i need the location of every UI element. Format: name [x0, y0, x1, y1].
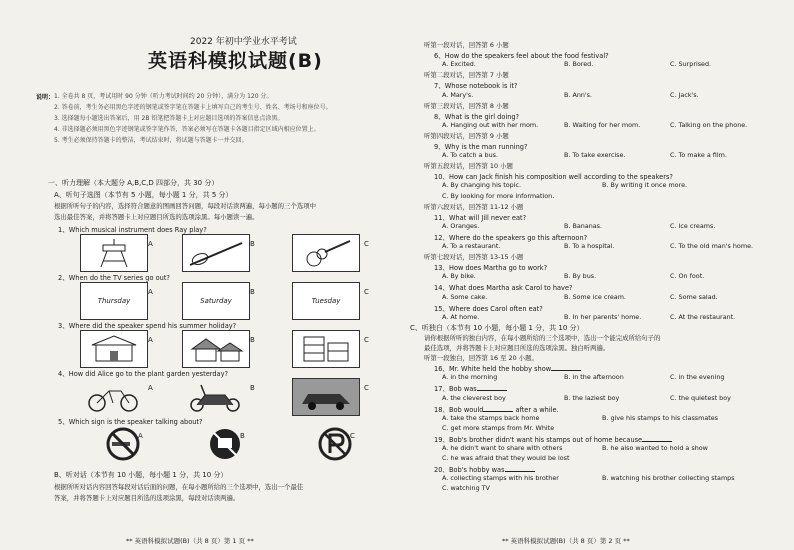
- picture-options-4: [80, 378, 392, 416]
- listening-instruction: 听第五段对话，回答第 10 小题: [424, 162, 513, 171]
- part-b-heading: B、听对话（本节有 10 小题，每小题 1 分，共 10 分）: [54, 471, 228, 479]
- answer-option: C. Talking on the phone.: [670, 120, 748, 129]
- listening-instruction: 听第一段对话，回答第 6 小题: [424, 41, 509, 49]
- option-a-image[interactable]: [80, 330, 148, 368]
- answer-option: B. watching his brother collecting stamps: [602, 474, 735, 483]
- fill-blank-question: [434, 464, 535, 474]
- option-label: A: [148, 384, 153, 392]
- option-label: B: [250, 384, 255, 392]
- option-label: A: [148, 288, 153, 296]
- option-label: B: [240, 432, 245, 440]
- answer-option: C. the quietest boy: [670, 393, 731, 402]
- violin-icon: [186, 237, 246, 269]
- question-2: 2、When do the TV series go out?: [58, 274, 170, 282]
- day-label: Tuesday: [311, 297, 341, 305]
- listening-instruction: 听第四段对话，回答第 9 小题: [424, 131, 509, 140]
- answer-option: C. watching TV: [442, 484, 490, 493]
- question: 12、Where do the speakers go this afternoon?: [434, 233, 588, 242]
- village-icon: [188, 333, 244, 365]
- part-a-heading: A、听句子选图（本节有 5 小题，每小题 1 分，共 5 分）: [54, 191, 233, 199]
- bicycle-icon: [83, 379, 143, 413]
- answer-option: A. At home.: [442, 312, 480, 321]
- option-label: C: [350, 432, 355, 440]
- option-label: C: [364, 288, 369, 296]
- answer-blank: [483, 405, 513, 412]
- question-text: 16、Mr. White held the hobby show: [434, 365, 552, 374]
- note-line: 4. 非选择题必须用黑色字迹钢笔或签字笔作答，答案必须写在答题卡各题目指定区域内相应位置上。: [54, 126, 320, 133]
- question: 6、How do the speakers feel about the food festival?: [434, 52, 609, 61]
- option-b-image[interactable]: [182, 378, 248, 414]
- question: 15、Where does Carol often eat?: [434, 304, 543, 313]
- notes-label: 说明：: [36, 94, 55, 101]
- answer-option: B. To a hospital.: [564, 242, 615, 250]
- option-a-image[interactable]: [90, 426, 156, 462]
- answer-blank: [551, 364, 581, 371]
- question-text: 20、Bob's hobby was: [434, 466, 505, 475]
- answer-option: B. Some ice cream.: [564, 292, 626, 301]
- answer-option: C. To make a film.: [670, 151, 727, 160]
- section-heading: 一、听力理解（本大题分 A,B,C,D 四部分，共 30 分）: [48, 179, 219, 187]
- answer-option: A. By bike.: [442, 272, 476, 281]
- part-a-instruction: 根据所听句子的内容，选择符合题意的图画回答问题，每段对话读两遍，每小题的三个选项中: [54, 202, 317, 210]
- question-text: 17、Bob was: [434, 385, 477, 394]
- answer-option: B. Ann's.: [564, 90, 593, 99]
- answer-option: B. Bananas.: [564, 221, 603, 230]
- question-text: after a while.: [515, 405, 559, 414]
- fill-blank-question: [434, 383, 507, 393]
- option-label: B: [250, 288, 255, 296]
- fill-blank-question: [434, 404, 559, 414]
- answer-option: A. Mary's.: [442, 90, 474, 99]
- answer-option: A. To catch a bus.: [442, 151, 499, 160]
- question-text: 18、Bob would: [434, 405, 484, 414]
- no-parking-sign-icon: [315, 426, 355, 462]
- answer-option: B. To take exercise.: [564, 151, 626, 160]
- answer-option: A. collecting stamps with his brother: [442, 474, 559, 483]
- answer-option: A. Excited.: [442, 60, 476, 69]
- listening-instruction: 听第六段对话，回答第 11-12 小题: [424, 202, 524, 211]
- temple-icon: [86, 333, 142, 365]
- question: 13、How does Martha go to work?: [434, 264, 548, 273]
- answer-option: C. By looking for more information.: [442, 191, 555, 200]
- question: 8、What is the girl doing?: [434, 112, 520, 121]
- answer-option: B. By bus.: [564, 272, 597, 281]
- option-label: A: [148, 336, 153, 344]
- question-text: 19、Bob's brother didn't want his stamps out of home because: [434, 435, 643, 444]
- option-label: C: [364, 384, 369, 392]
- part-b-instruction: 根据所听对话内容回答每段对话后面的问题，在每小题所给的三个选项中，选出一个最佳: [54, 483, 304, 491]
- answer-option: B. give his stamps to his classmates: [602, 413, 719, 422]
- option-c-image[interactable]: [292, 234, 360, 272]
- building-icon: [298, 333, 354, 365]
- answer-option: C. Jack's.: [670, 90, 699, 99]
- answer-option: A. he didn't want to share with others: [442, 444, 563, 452]
- answer-option: B. he also wanted to hold a show: [602, 444, 708, 452]
- option-c-image[interactable]: [292, 378, 360, 416]
- notes: [54, 91, 394, 146]
- question: 14、What does Martha ask Carol to have?: [434, 284, 573, 293]
- answer-option: B. Waiting for her mom.: [564, 120, 641, 129]
- no-phone-sign-icon: [205, 426, 245, 462]
- answer-option: C. Some salad.: [670, 292, 718, 301]
- no-smoking-sign-icon: [103, 426, 143, 462]
- listening-instruction: 听第七段对话，回答第 13-15 小题: [424, 253, 524, 262]
- answer-option: C. Surprised.: [670, 60, 712, 69]
- answer-option: A. Some cake.: [442, 292, 488, 301]
- part-a-instruction: 选出最佳答案，并将答题卡上对应题目所选的选项涂黑。每小题读一遍。: [54, 213, 259, 221]
- note-line: 5. 考生必须保持答题卡的整洁，考试结束时，将试题与答题卡一并交回。: [54, 137, 248, 144]
- option-b-image[interactable]: [182, 330, 250, 368]
- listening-instruction: 请你根据所听的独白内容，在每小题所给的三个选项中，选出一个能完成所给句子的: [424, 333, 661, 342]
- option-b-image[interactable]: [192, 426, 258, 462]
- question-1: 1、Which musical instrument does Ray play?: [58, 226, 207, 234]
- option-a-image[interactable]: [80, 282, 148, 320]
- option-a-image[interactable]: [80, 234, 148, 272]
- answer-option: A. Hanging out with her mom.: [442, 120, 539, 129]
- question: 11、What will Jill never eat?: [434, 213, 527, 222]
- option-b-image[interactable]: [182, 282, 250, 320]
- answer-option: A. Oranges.: [442, 221, 480, 230]
- answer-option: C. To the old man's home.: [670, 242, 754, 250]
- note-line: 3. 选择题每小题选出答案后，用 2B 铅笔把答题卡上对应题目选项的答案信息点涂黑。: [54, 115, 284, 122]
- note-line: 1. 全卷共 8 页，考试用时 90 分钟（听力考试时间约 20 分钟），满分为 120 分。: [54, 93, 273, 100]
- option-label: B: [250, 240, 255, 248]
- page-2: [402, 0, 786, 550]
- answer-option: C. he was afraid that they would be lost: [442, 454, 570, 463]
- option-c-image[interactable]: [292, 282, 360, 320]
- answer-option: B. In her parents' home.: [564, 312, 642, 321]
- fill-blank-question: [434, 434, 672, 444]
- scooter-icon: [185, 379, 245, 413]
- answer-option: C. On foot.: [670, 272, 705, 281]
- answer-blank: [477, 384, 507, 391]
- main-title: 英语科模拟试题(B): [148, 50, 323, 72]
- option-label: A: [138, 432, 143, 440]
- option-c-image[interactable]: [302, 426, 368, 462]
- option-a-image[interactable]: [80, 378, 146, 414]
- answer-option: B. Bored.: [564, 60, 594, 69]
- picture-options-5: [80, 426, 392, 464]
- answer-option: C. At the restaurant.: [670, 312, 736, 321]
- guitar-icon: [296, 237, 356, 269]
- answer-option: C. get more stamps from Mr. White: [442, 423, 555, 432]
- car-icon: [296, 380, 356, 414]
- listening-instruction: 最佳选项，并将答题卡上对应题目所选的选项涂黑。独白听两遍。: [424, 344, 610, 352]
- xylophone-icon: [89, 237, 139, 269]
- page-1: [36, 0, 392, 550]
- question-4: 4、How did Alice go to the plant garden yesterday?: [58, 370, 228, 378]
- answer-option: A. take the stamps back home: [442, 413, 540, 422]
- day-label: Saturday: [200, 297, 232, 305]
- question: 7、Whose notebook is it?: [434, 82, 518, 91]
- listening-instruction: 听第三段对话，回答第 8 小题: [424, 101, 509, 110]
- exam-title: 2022 年初中学业水平考试: [190, 37, 297, 47]
- picture-options-1: [80, 234, 392, 272]
- option-c-image[interactable]: [292, 330, 360, 368]
- question-3: 3、Where did the speaker spend his summer holiday?: [58, 322, 237, 330]
- answer-option: A. By changing his topic.: [442, 181, 521, 190]
- answer-option: C. in the evening: [670, 373, 725, 382]
- listening-instruction: 听第一段独白，回答第 16 至 20 小题。: [424, 354, 538, 363]
- question: 9、Why is the man running?: [434, 143, 528, 151]
- question-5: 5、Which sign is the speaker talking about?: [58, 418, 203, 426]
- option-b-image[interactable]: [182, 234, 250, 272]
- answer-blank: [505, 465, 535, 472]
- part-b-instruction: 答案，并将答题卡上对应题目所选的选项涂黑，每段对话读两遍。: [54, 494, 240, 502]
- answer-blank: [642, 435, 672, 442]
- picture-options-3: [80, 330, 392, 368]
- option-label: B: [250, 336, 255, 344]
- question: 10、How can Jack finish his composition well according to the speakers?: [434, 173, 673, 182]
- option-label: C: [364, 336, 369, 344]
- answer-option: C. Ice creams.: [670, 221, 716, 230]
- page-footer: ** 英语科模拟试题(B)（共 8 页）第 2 页 **: [502, 537, 630, 545]
- answer-option: A. To a restaurant.: [442, 242, 501, 250]
- listening-instruction: 听第二段对话，回答第 7 小题: [424, 71, 509, 80]
- fill-blank-question: [434, 363, 581, 373]
- part-c-heading: C、听独白（本节有 10 小题，每小题 1 分，共 10 分）: [410, 323, 584, 332]
- day-label: Thursday: [97, 297, 131, 305]
- answer-option: B. in the afternoon: [564, 373, 624, 382]
- page-footer: ** 英语科模拟试题(B)（共 8 页）第 1 页 **: [126, 537, 254, 545]
- answer-option: B. the laziest boy: [564, 393, 620, 402]
- note-line: 2. 答卷前，考生务必用黑色字迹的钢笔或签字笔在答题卡上填写自己的考生号、姓名、考场号和座位号。: [54, 104, 332, 111]
- answer-option: A. the cleverest boy: [442, 393, 506, 402]
- option-label: C: [364, 240, 369, 248]
- option-label: A: [148, 240, 153, 248]
- answer-option: B. By writing it once more.: [602, 181, 688, 190]
- answer-option: A. in the morning: [442, 373, 498, 382]
- picture-options-2: [80, 282, 392, 320]
